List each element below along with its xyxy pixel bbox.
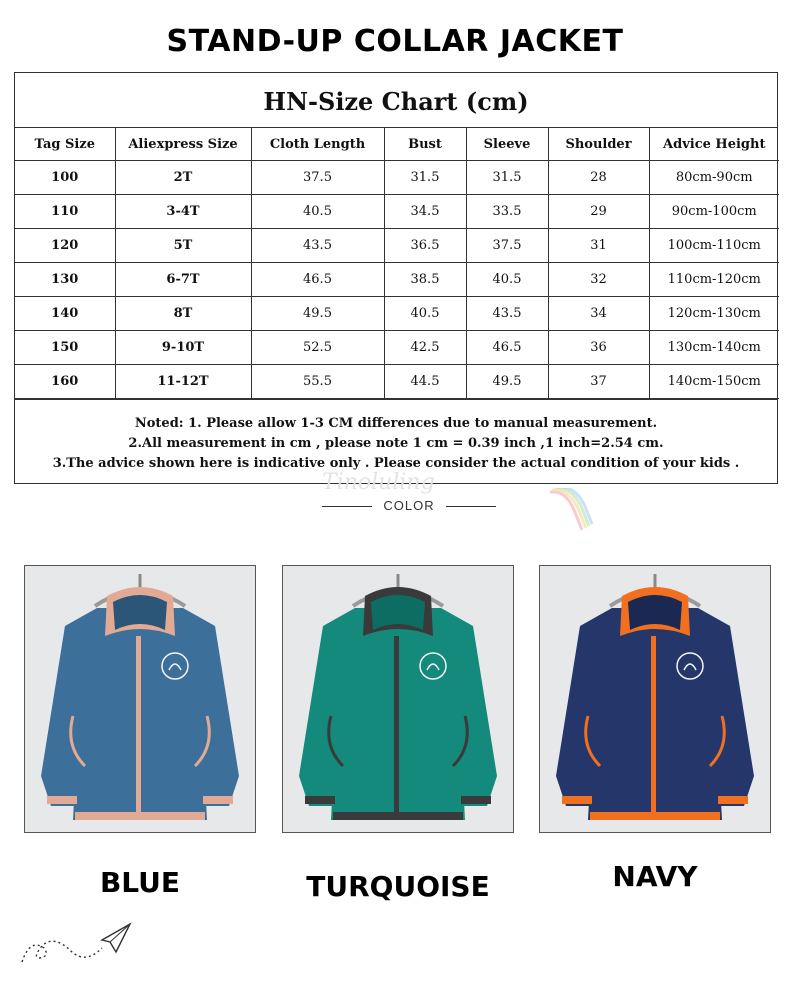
table-row [15, 263, 779, 297]
cell-shoulder: 34 [548, 297, 649, 331]
table-row [15, 229, 779, 263]
header-cloth-length: Cloth Length [251, 128, 384, 161]
jacket-illustration [540, 566, 770, 832]
cell-bust: 31.5 [384, 161, 466, 195]
cell-bust: 38.5 [384, 263, 466, 297]
cell-tag-size: 160 [15, 365, 115, 399]
cell-tag-size: 140 [15, 297, 115, 331]
cell-tag-size: 130 [15, 263, 115, 297]
product-photo-navy[interactable] [539, 565, 771, 833]
cell-aliexpress-size: 2T [115, 161, 251, 195]
cell-bust: 42.5 [384, 331, 466, 365]
paper-plane-doodle [20, 918, 140, 974]
cell-sleeve: 33.5 [466, 195, 548, 229]
cell-tag-size: 100 [15, 161, 115, 195]
table-header-row [15, 128, 779, 161]
rainbow-decoration [548, 488, 594, 532]
cell-shoulder: 36 [548, 331, 649, 365]
cell-cloth-length: 37.5 [251, 161, 384, 195]
cell-sleeve: 31.5 [466, 161, 548, 195]
cell-tag-size: 150 [15, 331, 115, 365]
cell-cloth-length: 52.5 [251, 331, 384, 365]
size-notes [15, 399, 777, 474]
cell-advice-height: 130cm-140cm [649, 331, 779, 365]
color-label-blue: BLUE [99, 866, 181, 899]
header-advice-height: Advice Height [649, 128, 779, 161]
cell-bust: 44.5 [384, 365, 466, 399]
cell-advice-height: 100cm-110cm [649, 229, 779, 263]
cell-advice-height: 80cm-90cm [649, 161, 779, 195]
table-row [15, 195, 779, 229]
cell-sleeve: 43.5 [466, 297, 548, 331]
jacket-illustration [283, 566, 513, 832]
table-row [15, 331, 779, 365]
table-row [15, 297, 779, 331]
cell-cloth-length: 49.5 [251, 297, 384, 331]
note-line: 2.All measurement in cm , please note 1 cm = 0.39 inch ,1 inch=2.54 cm. [128, 436, 664, 451]
header-sleeve: Sleeve [466, 128, 548, 161]
cell-shoulder: 37 [548, 365, 649, 399]
cell-cloth-length: 43.5 [251, 229, 384, 263]
cell-sleeve: 46.5 [466, 331, 548, 365]
cell-aliexpress-size: 8T [115, 297, 251, 331]
cell-sleeve: 37.5 [466, 229, 548, 263]
cell-sleeve: 40.5 [466, 263, 548, 297]
cell-aliexpress-size: 9-10T [115, 331, 251, 365]
cell-aliexpress-size: 6-7T [115, 263, 251, 297]
cell-cloth-length: 46.5 [251, 263, 384, 297]
color-label-navy: NAVY [612, 860, 698, 893]
cell-aliexpress-size: 3-4T [115, 195, 251, 229]
header-bust: Bust [384, 128, 466, 161]
cell-tag-size: 120 [15, 229, 115, 263]
header-tag-size: Tag Size [15, 128, 115, 161]
watermark: Tinoluling [322, 470, 435, 495]
size-chart-title: HN-Size Chart (cm) [15, 73, 777, 128]
product-photo-turquoise[interactable] [282, 565, 514, 833]
product-photo-blue[interactable] [24, 565, 256, 833]
cell-sleeve: 49.5 [466, 365, 548, 399]
size-table [15, 128, 779, 399]
table-row [15, 365, 779, 399]
cell-shoulder: 29 [548, 195, 649, 229]
color-label-turquoise: TURQUOISE [306, 870, 490, 903]
cell-advice-height: 120cm-130cm [649, 297, 779, 331]
cell-aliexpress-size: 11-12T [115, 365, 251, 399]
table-row [15, 161, 779, 195]
header-aliexpress-size: Aliexpress Size [115, 128, 251, 161]
cell-cloth-length: 55.5 [251, 365, 384, 399]
cell-bust: 36.5 [384, 229, 466, 263]
cell-advice-height: 90cm-100cm [649, 195, 779, 229]
cell-tag-size: 110 [15, 195, 115, 229]
cell-advice-height: 110cm-120cm [649, 263, 779, 297]
cell-aliexpress-size: 5T [115, 229, 251, 263]
note-line: Noted: 1. Please allow 1-3 CM differences due to manual measurement. [134, 416, 658, 431]
size-chart [14, 72, 778, 484]
page-title: STAND-UP COLLAR JACKET [166, 24, 624, 59]
color-heading-text: COLOR [383, 498, 435, 513]
cell-advice-height: 140cm-150cm [649, 365, 779, 399]
divider [446, 506, 496, 507]
cell-shoulder: 28 [548, 161, 649, 195]
cell-shoulder: 31 [548, 229, 649, 263]
jacket-illustration [25, 566, 255, 832]
color-heading [322, 498, 496, 514]
cell-shoulder: 32 [548, 263, 649, 297]
cell-bust: 34.5 [384, 195, 466, 229]
header-shoulder: Shoulder [548, 128, 649, 161]
cell-bust: 40.5 [384, 297, 466, 331]
cell-cloth-length: 40.5 [251, 195, 384, 229]
note-line: 3.The advice shown here is indicative only . Please consider the actual condition of your kids . [52, 456, 740, 471]
